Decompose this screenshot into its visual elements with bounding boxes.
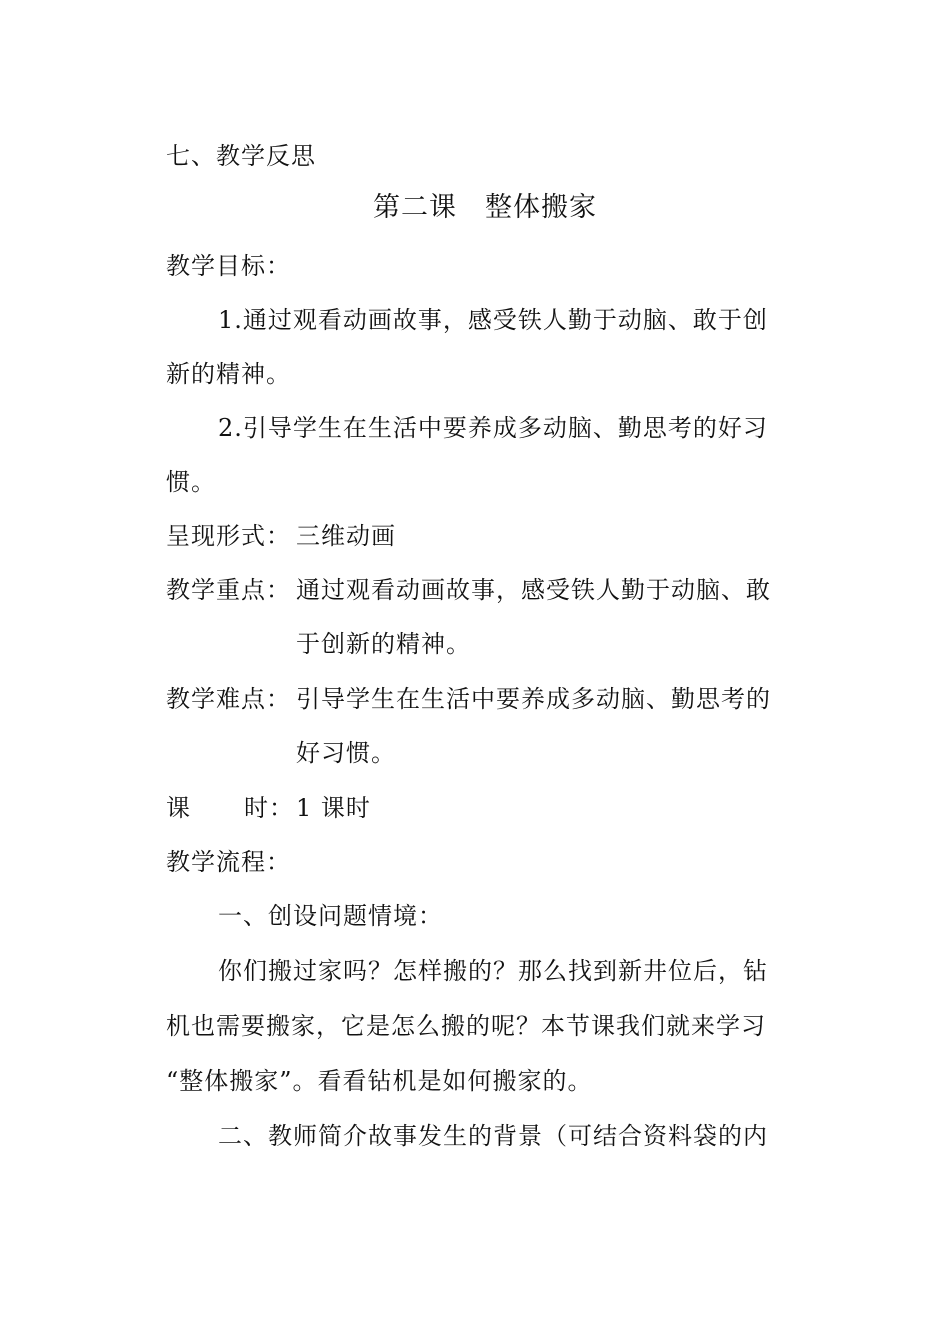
step-1-paragraph-line3: “整体搬家”。看看钻机是如何搬家的。 [166,1067,593,1095]
objective-1-line2: 新的精神。 [166,360,291,388]
step-1-paragraph-line2: 机也需要搬家，它是怎么搬的呢？本节课我们就来学习 [166,1012,766,1040]
format-label: 呈现形式： [166,522,291,550]
objective-2-line1: 2.引导学生在生活中要养成多动脑、勤思考的好习 [218,414,768,442]
objectives-label: 教学目标： [166,252,291,280]
step-1-paragraph-line1: 你们搬过家吗？怎样搬的？那么找到新井位后，钻 [218,957,768,985]
objective-1-line1: 1.通过观看动画故事，感受铁人勤于动脑、敢于创 [218,306,768,334]
difficulty-label: 教学难点： [166,685,291,713]
key-points-line1: 通过观看动画故事，感受铁人勤于动脑、敢 [296,576,771,604]
section-heading: 七、教学反思 [166,142,316,170]
step-2-line1: 二、教师简介故事发生的背景（可结合资料袋的内 [218,1122,768,1150]
step-1-heading: 一、创设问题情境： [218,902,443,930]
format-value: 三维动画 [296,522,396,550]
period-label-first: 课 [166,794,191,822]
process-label: 教学流程： [166,848,291,876]
objective-2-line2: 惯。 [166,468,216,496]
period-value: 1 课时 [296,794,371,822]
key-points-label: 教学重点： [166,576,291,604]
difficulty-line2: 好习惯。 [296,739,396,767]
lesson-title: 第二课 整体搬家 [373,192,597,223]
period-label-second: 时： [244,794,294,822]
key-points-line2: 于创新的精神。 [296,630,471,658]
difficulty-line1: 引导学生在生活中要养成多动脑、勤思考的 [296,685,771,713]
